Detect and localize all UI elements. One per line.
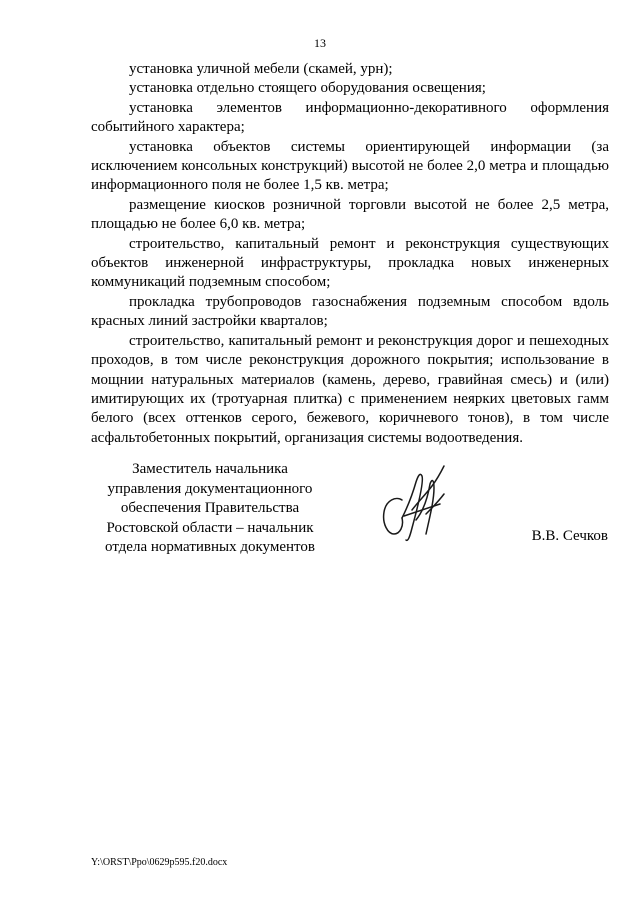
paragraph: прокладка трубопроводов газоснабжения подземным способом вдоль красных линий застройки кварталов; (91, 293, 609, 330)
position-line: Ростовской области – начальник (106, 519, 314, 536)
paragraph: размещение киосков розничной торговли высотой не более 2,5 метра, площадью не более 6,0 кв. метра; (91, 196, 609, 233)
position-line: отдела нормативных документов (105, 539, 315, 555)
position-line: Заместитель начальника (132, 461, 288, 477)
handwritten-signature (372, 456, 464, 548)
position-line: управления документационного (107, 480, 313, 497)
signatory-position (90, 460, 330, 558)
paragraph: установка элементов информационно-декоративного оформления событийного характера; (91, 99, 609, 136)
position-line: обеспечения Правительства (120, 500, 300, 516)
document-body (91, 60, 609, 448)
page-number: 13 (314, 36, 326, 50)
paragraph: установка объектов системы ориентирующей информации (за исключением консольных конструкций) высотой не более 2,0 метра и площадью информационного поля не более 1,5 кв. метра; (91, 138, 609, 194)
paragraph: строительство, капитальный ремонт и реконструкция дорог и пешеходных проходов, в том числе реконструкция дорожного покрытия; использование в мощнии натуральных материалов (камень, дерево, гравийная смесь) и (или) имитирующих их (тротуарная плитка) с применением неярких цветовых гамм белого (всех оттенков серого, бежевого, коричневого тонов), в том числе асфальтобетонных покрытий, организация системы водоотведения. (91, 332, 609, 446)
paragraph: установка отдельно стоящего оборудования освещения; (129, 80, 486, 97)
file-path-footer: Y:\ORST\Ppo\0629p595.f20.docx (91, 857, 228, 868)
paragraph: установка уличной мебели (скамей, урн); (129, 61, 393, 77)
signer-name: В.В. Сечков (531, 528, 608, 544)
paragraph: строительство, капитальный ремонт и реконструкция существующих объектов инженерной инфраструктуры, прокладка новых инженерных коммуникаций подземным способом; (91, 235, 609, 291)
